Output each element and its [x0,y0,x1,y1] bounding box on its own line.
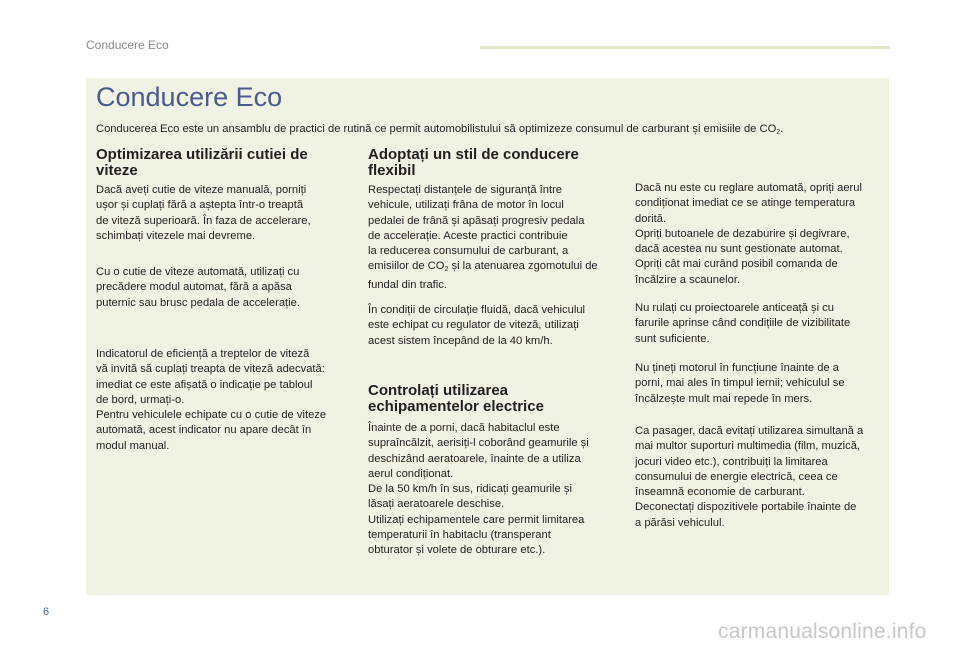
header-rule [480,46,890,49]
paragraph-fog-lights [635,301,850,347]
text-line: Ca pasager, dacă evitați utilizarea simultană a [635,425,864,437]
paragraph-automatic-gearbox [96,265,300,311]
text-line: precădere modul automat, fără a apăsa [96,281,292,294]
text-line: fundal din trafic. [368,278,447,291]
text-line: supraîncălzit, aerisiți-l coborând geamurile și [368,437,589,450]
paragraph-engine-idle [635,361,845,407]
text-line: lăsați aeratoarele deschise. [368,498,505,511]
text-line: consumului de energie electrică, ceea ce [635,470,838,483]
text-line: la reducerea consumului de carburant, a [368,245,569,258]
text-line: vă invită să cuplați treapta de viteză adecvată: [96,363,325,376]
text-line: acest sistem începând de la 40 km/h. [368,334,553,347]
heading-driving-style [368,147,579,179]
text-line: Pentru vehiculele echipate cu o cutie de viteze [96,409,327,422]
text-line: de accelerație. Aceste practici contribuie [368,229,568,242]
intro-subscript: 2 [776,129,781,136]
text-line: înseamnă economie de carburant. [635,486,805,499]
text-line: automată, acest indicator nu apare decât în [96,424,312,437]
text-line: sunt suficiente. [635,332,710,345]
text-line: Nu țineți motorul în funcțiune înainte de a [635,362,839,374]
heading-line: flexibil [368,162,416,179]
text-line: de bord, urmați-o. [96,393,185,406]
paragraph-gear-indicator [96,347,326,454]
heading-line: Controlați utilizarea [368,382,509,399]
running-header: Conducere Eco [86,38,169,52]
heading-electrical-equipment [368,383,544,415]
text-line: puternic sau brusc pedala de accelerație. [96,296,300,309]
text-line: Indicatorul de eficiență a treptelor de viteză [96,348,310,360]
text-line: schimbați vitezele mai devreme. [96,229,256,242]
text-line: Înainte de a porni, dacă habitaclul este [368,422,560,434]
subscript: 2 [444,266,449,274]
text-line: Respectați distanțele de siguranță între [368,184,563,196]
intro-tail: . [780,123,784,135]
text-line: încălzire a scaunelor. [635,273,741,286]
text-line: Dacă aveți cutie de viteze manuală, porniți [96,184,307,196]
text-line: este echipat cu regulator de viteză, utilizați [368,319,579,332]
text-line: dacă acestea nu sunt gestionate automat. [635,243,843,256]
text-line: Dacă nu este cu reglare automată, opriți aerul [635,182,862,194]
text-line: de viteză superioară. În faza de accelerare, [96,214,311,227]
heading-line: viteze [96,162,138,179]
page-number: 6 [43,606,50,618]
text-line: pedalei de frână și apăsați progresiv pedala [368,214,585,227]
heading-line: Adoptați un stil de conducere [368,146,579,163]
text-line: farurile aprinse când condițiile de vizibilitate [635,317,851,330]
paragraph-safety-distance [368,183,598,293]
text-line [368,260,598,272]
heading-gearbox [96,147,308,179]
text-line: De la 50 km/h în sus, ridicați geamurile și [368,483,572,496]
text-line: modul manual. [96,439,170,452]
text-line: jocuri video etc.), contribuiți la limitarea [635,455,828,468]
heading-line: Optimizarea utilizării cutiei de [96,146,308,163]
watermark: carmanualsonline.info [718,620,927,643]
text-line: încălzește mult mai repede în mers. [635,392,813,405]
paragraph-air-conditioning [635,181,862,288]
text-line: deschizând aeratoarele, înainte de a utiliza [368,452,581,465]
text-line: Opriți cât mai curând posibil comanda de [635,258,838,271]
paragraph-ventilation [368,421,589,559]
text-line: a părăsi vehiculul. [635,516,725,529]
text-line: imediat ce este afișată o indicație pe tabloul [96,378,313,391]
text-line: ușor și cuplați fără a aștepta într-o treaptă [96,199,304,212]
paragraph-cruise-control [368,303,585,349]
text-line: Cu o cutie de viteze automată, utilizați cu [96,266,300,278]
text-line: porni, mai ales în timpul iernii; vehiculul se [635,377,845,390]
text-line: Deconectați dispozitivele portabile înainte de [635,501,857,514]
text-line: Utilizați echipamentele care permit limitarea [368,513,585,526]
text-fragment: și la atenuarea zgomotului de [448,260,598,273]
paragraph-multimedia [635,424,863,531]
text-line: obturator și volete de obturare etc.). [368,544,546,557]
text-line: Nu rulați cu proiectoarele anticeață și cu [635,302,834,314]
page-title: Conducere Eco [96,82,283,112]
text-line: condiționat imediat ce se atinge temperatura [635,197,856,210]
intro-text: Conducerea Eco este un ansamblu de practici de rutină ce permit automobilistului să optimizeze consumul de carburant și emisiile de CO [96,123,777,135]
paragraph-manual-gearbox [96,183,311,244]
text-line: mai multor suporturi multimedia (film, muzică, [635,440,861,453]
text-line: temperaturii în habitaclu (transperant [368,529,551,542]
text-line: aerul condiționat. [368,467,454,480]
intro-paragraph [96,122,783,140]
text-line: Opriți butoanele de dezaburire și degivrare, [635,227,850,240]
heading-line: echipamentelor electrice [368,398,544,415]
text-line: dorită. [635,212,667,225]
text-line: vehicule, utilizați frâna de motor în locul [368,199,564,212]
text-fragment: emisiilor de CO [368,260,445,273]
text-line: În condiții de circulație fluidă, dacă vehiculul [368,304,586,316]
